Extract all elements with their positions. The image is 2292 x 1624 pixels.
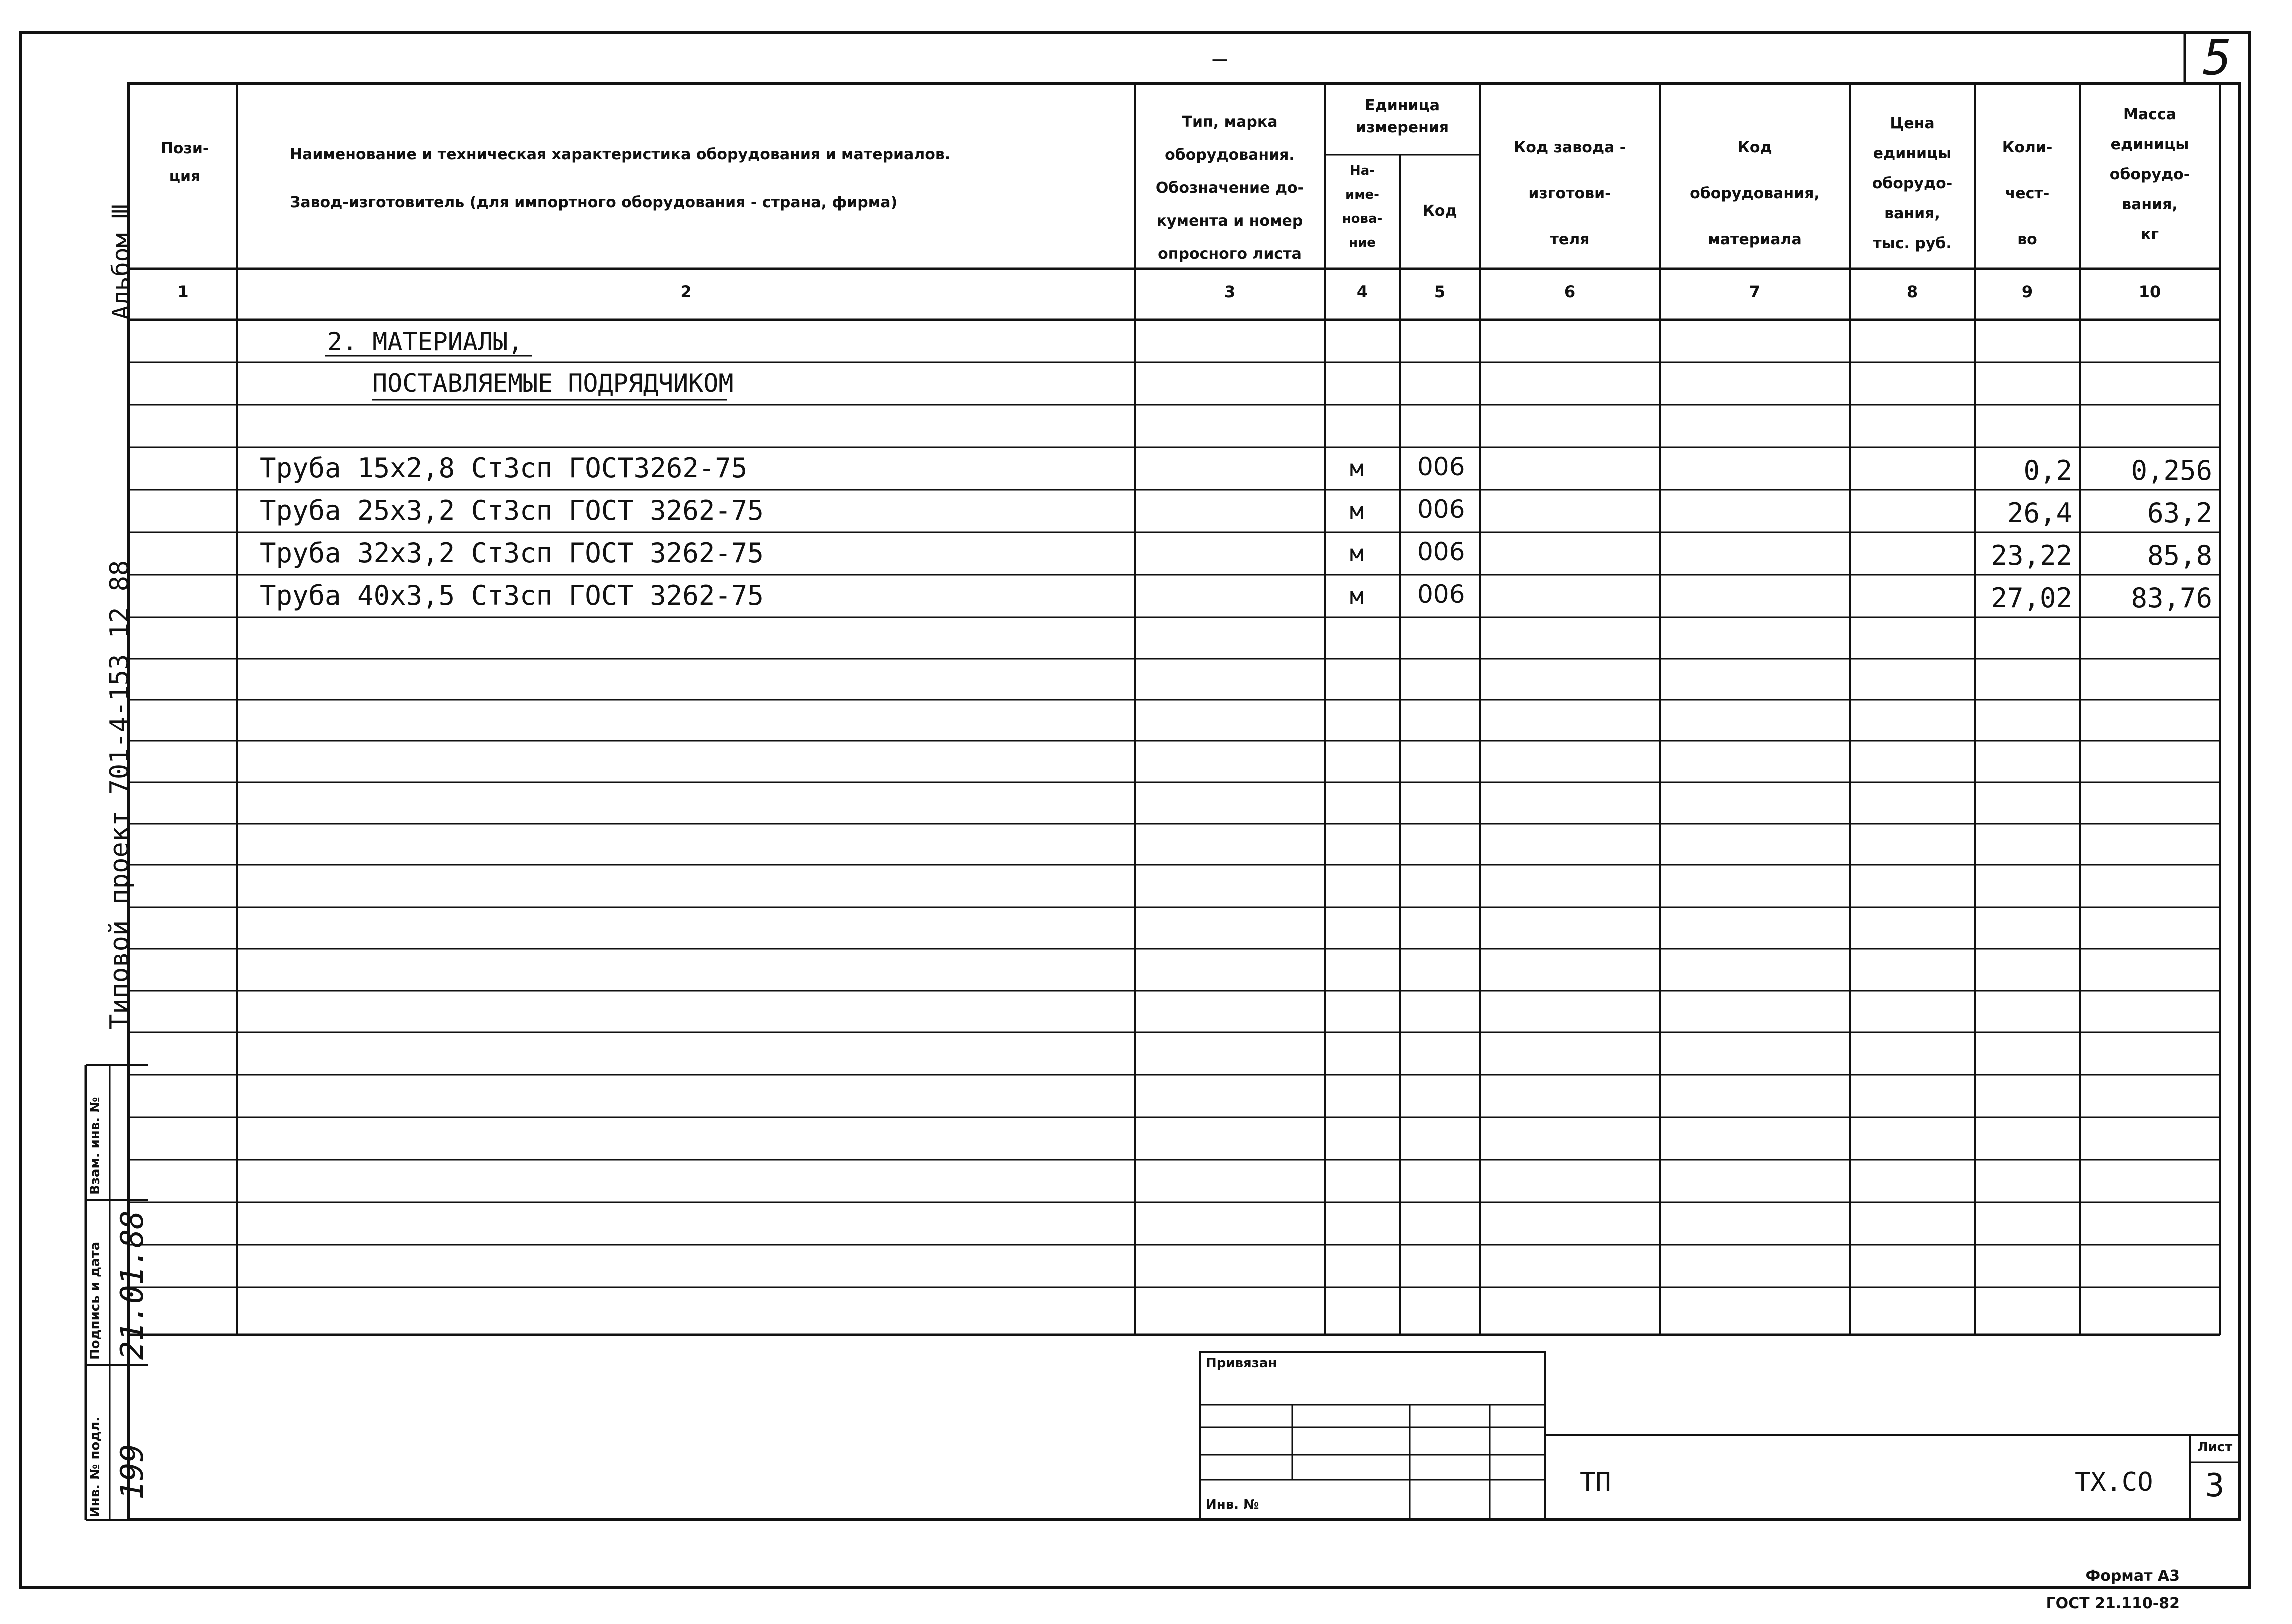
table-row-4-code: 006	[1418, 580, 1466, 609]
podpis-value: 21.01.88	[114, 1210, 150, 1360]
project-label: Типовой проект 701-4-153 12 88	[105, 560, 135, 1030]
header-col10-line4: вания,	[2122, 196, 2178, 214]
header-col9-line2: чест-	[2005, 185, 2050, 202]
header-col6-line1: Код завода -	[1514, 139, 1626, 156]
header-col9-line1: Коли-	[2002, 139, 2053, 156]
top-mark: –	[1212, 45, 1228, 73]
table-row-3-qty: 23,22	[1991, 540, 2072, 572]
album-label: Альбом Ш	[108, 204, 136, 320]
header-col8	[1850, 109, 1975, 259]
header-col4-line2: име-	[1346, 188, 1380, 202]
table-row-3-unit: м	[1350, 540, 1364, 567]
stamp-doc-code: ТХ.СО	[2075, 1468, 2154, 1498]
header-col5: Код	[1422, 202, 1458, 220]
header-col8-line5: тыс. руб.	[1873, 235, 1952, 252]
header-col2	[290, 131, 1115, 227]
table-row-4-mass: 83,76	[2131, 582, 2212, 614]
stamp-list-label: Лист	[2197, 1440, 2233, 1455]
header-col45	[1325, 95, 1480, 139]
table-row-1-code: 006	[1418, 452, 1466, 482]
header-col3-line5: опросного листа	[1158, 246, 1302, 263]
colnum-9: 9	[2022, 282, 2034, 302]
header-col7-line1: Код	[1738, 139, 1772, 156]
table-row-2-name: Труба 25х3,2 Ст3сп ГОСТ 3262-75	[260, 495, 764, 526]
colnum-8: 8	[1906, 282, 1918, 302]
header-col45-line2: измерения	[1356, 119, 1450, 136]
table-row-3-name: Труба 32х3,2 Ст3сп ГОСТ 3262-75	[260, 538, 764, 569]
header-col9	[1975, 125, 2080, 263]
table-row-4-name: Труба 40х3,5 Ст3сп ГОСТ 3262-75	[260, 580, 764, 612]
header-col9-line3: во	[2018, 231, 2038, 248]
stamp-list-value: 3	[2205, 1468, 2225, 1504]
header-col3	[1140, 106, 1320, 271]
table-row-2-code: 006	[1418, 495, 1466, 524]
colnum-5: 5	[1434, 282, 1446, 302]
page-number: 5	[2203, 30, 2232, 86]
header-col3-line3: Обозначение до-	[1156, 180, 1304, 197]
table-row-2-unit: м	[1350, 498, 1364, 524]
header-col3-line4: кумента и номер	[1156, 212, 1304, 230]
header-col7-line2: оборудования,	[1690, 185, 1820, 202]
header-col6-line2: изготови-	[1528, 185, 1612, 202]
stamp-inv-no: Инв. №	[1206, 1498, 1260, 1512]
colnum-4: 4	[1356, 282, 1368, 302]
table-row-1-qty: 0,2	[2024, 455, 2072, 486]
table-row-4-unit: м	[1350, 582, 1364, 610]
header-col1	[140, 135, 230, 191]
colnum-2: 2	[680, 282, 692, 302]
header-col8-line1: Цена	[1890, 115, 1935, 132]
table-row-1-name: Труба 15х2,8 Ст3сп ГОСТ3262-75	[260, 452, 748, 484]
table-row-3-code: 006	[1418, 538, 1466, 566]
podpis-label: Подпись и дата	[88, 1242, 103, 1360]
footer-format: Формат А3	[2086, 1568, 2180, 1585]
header-col10-line2: единицы	[2110, 136, 2190, 154]
table-row-1-unit: м	[1350, 455, 1364, 482]
header-col10-line3: оборудо-	[2110, 166, 2190, 184]
stamp-tp: ТП	[1580, 1468, 1612, 1498]
header-col4-line3: нова-	[1342, 212, 1383, 226]
header-col3-line2: оборудования.	[1165, 146, 1295, 164]
header-col1-line2: ция	[169, 168, 201, 186]
header-col10	[2080, 100, 2220, 250]
header-col8-line3: оборудо-	[1872, 175, 1953, 192]
header-col7-line3: материала	[1708, 231, 1802, 248]
footer-gost: ГОСТ 21.110-82	[2046, 1595, 2180, 1612]
header-col2-line1: Наименование и техническая характеристика оборудования и материалов.	[290, 146, 951, 164]
header-col6	[1480, 125, 1660, 263]
header-col4-line1: На-	[1350, 164, 1376, 178]
table-row-1-mass: 0,256	[2131, 455, 2212, 486]
header-col2-line2: Завод-изготовитель (для импортного оборудования - страна, фирма)	[290, 194, 898, 212]
table-row-4-qty: 27,02	[1991, 582, 2072, 614]
colnum-1: 1	[178, 282, 189, 302]
table-row-2-qty: 26,4	[2007, 498, 2072, 529]
header-col3-line1: Тип, марка	[1182, 114, 1278, 131]
header-col6-line3: теля	[1550, 231, 1590, 248]
header-col4-line4: ние	[1349, 236, 1376, 250]
colnum-6: 6	[1564, 282, 1576, 302]
table-row-2-mass: 63,2	[2147, 498, 2212, 529]
header-col8-line2: единицы	[1873, 145, 1952, 162]
header-col4	[1326, 159, 1399, 255]
colnum-3: 3	[1224, 282, 1236, 302]
section-title-line1: 2. МАТЕРИАЛЫ,	[328, 328, 524, 356]
header-col10-line1: Масса	[2124, 106, 2176, 124]
inv-label: Инв. № подл.	[88, 1416, 103, 1518]
header-col1-line1: Пози-	[160, 140, 210, 158]
colnum-10: 10	[2138, 282, 2162, 302]
section-title-line2: ПОСТАВЛЯЕМЫЕ ПОДРЯДЧИКОМ	[372, 369, 734, 398]
colnum-7: 7	[1749, 282, 1761, 302]
header-col7	[1660, 125, 1850, 263]
table-row-3-mass: 85,8	[2147, 540, 2212, 572]
header-col45-line1: Единица	[1365, 97, 1440, 114]
inv-value: 199	[114, 1444, 150, 1500]
header-col10-line5: кг	[2140, 226, 2160, 244]
stamp-privyazan: Привязан	[1206, 1356, 1278, 1371]
header-col8-line4: вания,	[1884, 205, 1940, 222]
vzam-label: Взам. инв. №	[88, 1097, 103, 1195]
